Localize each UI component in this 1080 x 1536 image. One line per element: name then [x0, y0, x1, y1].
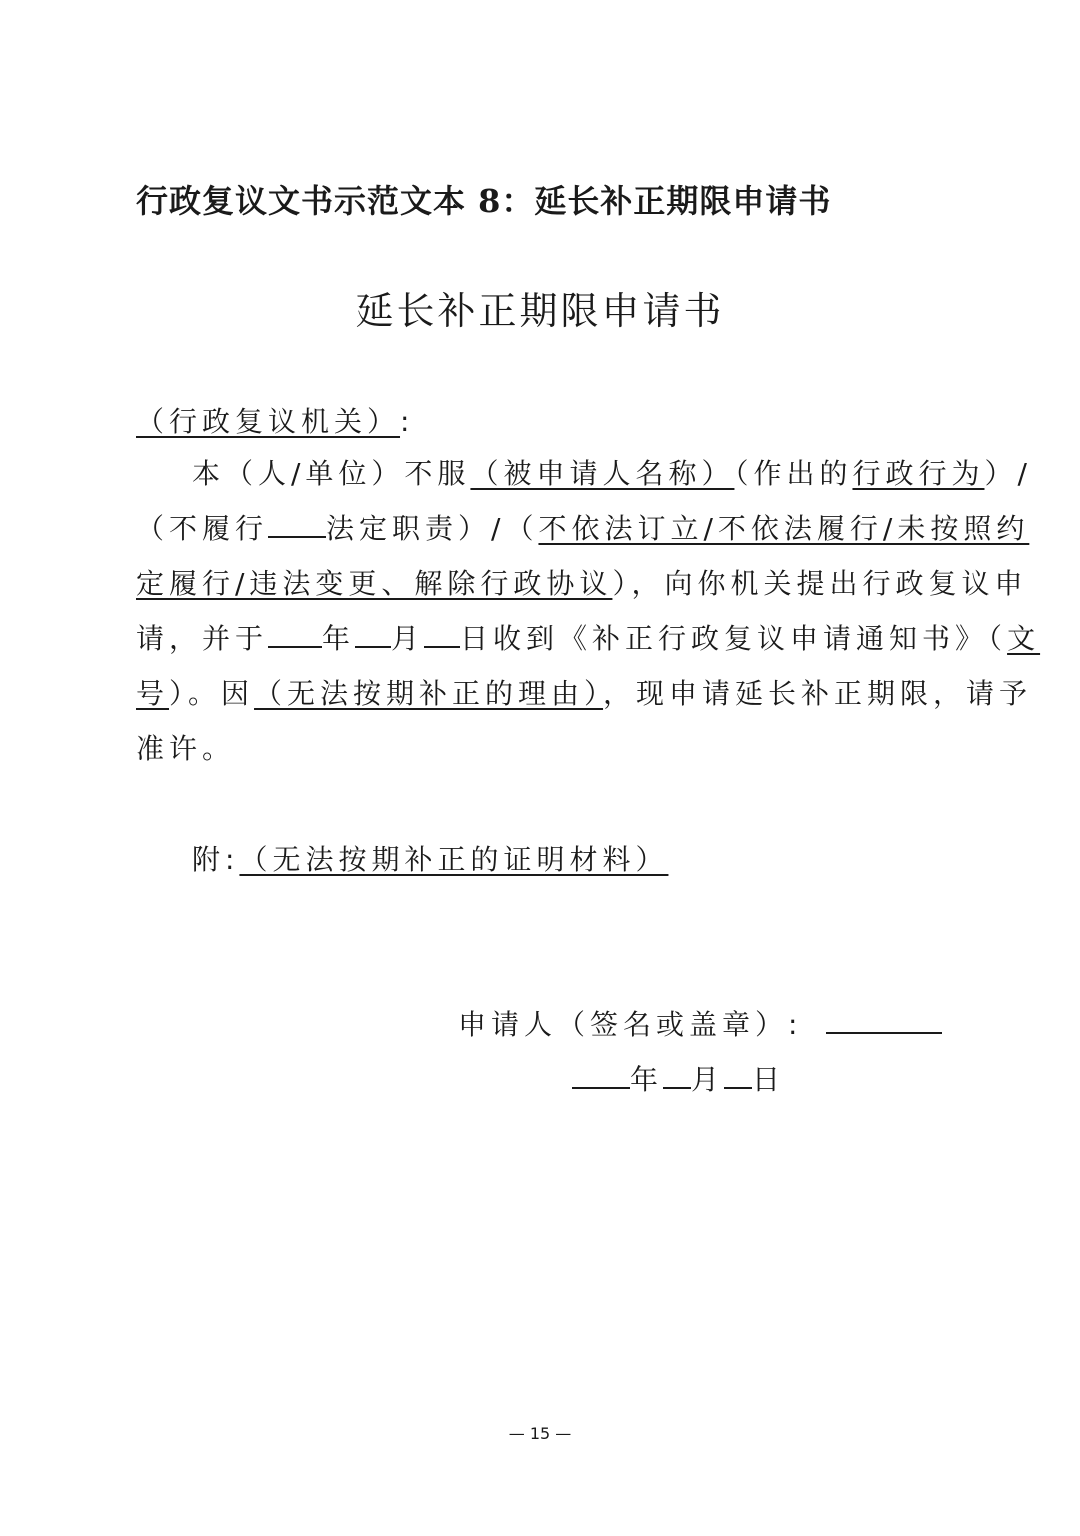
application-paragraph	[136, 446, 1041, 776]
document-heading: 行政复议文书示范文本 8：延长补正期限申请书	[136, 182, 832, 220]
signature-blank	[826, 1008, 942, 1034]
attachment-line	[192, 838, 668, 878]
paragraph-line-5: 号）。因（无法按期补正的理由），现申请延长补正期限，请予	[136, 677, 1033, 710]
page-number: — 15 —	[508, 1424, 572, 1443]
paragraph-line-4: 请，并于 年 月 日收到《补正行政复议申请通知书》（文	[136, 622, 1041, 655]
paragraph-line-6: 准许。	[136, 732, 236, 765]
delay-reason-placeholder: （无法按期补正的理由）	[254, 677, 604, 710]
received-day-blank	[424, 622, 460, 648]
date-line: 年 月 日	[572, 1058, 785, 1098]
addressee-placeholder: （行政复议机关）	[136, 405, 401, 438]
signature-label: 申请人（签名或盖章）:	[458, 1008, 803, 1041]
doc-number-placeholder-cont: 号	[136, 677, 170, 710]
attachment-label: 附:	[192, 843, 240, 876]
document-title: 延长补正期限申请书	[355, 289, 725, 333]
duty-blank	[268, 512, 326, 538]
administrative-act-placeholder: 行政行为	[852, 457, 985, 490]
signature-line	[458, 1003, 942, 1043]
date-year-blank	[572, 1063, 630, 1089]
addressee-colon: :	[400, 405, 415, 438]
date-day-blank	[724, 1063, 752, 1089]
paragraph-line-3: 定履行/违法变更、解除行政协议），向你机关提出行政复议申	[136, 567, 1028, 600]
paragraph-line-2: （不履行 法定职责）/（不依法订立/不依法履行/未按照约	[136, 512, 1030, 545]
agreement-options-placeholder-cont: 定履行/违法变更、解除行政协议	[136, 567, 613, 600]
addressee-line	[136, 400, 414, 440]
agreement-options-placeholder: 不依法订立/不依法履行/未按照约	[538, 512, 1030, 545]
received-month-blank	[355, 622, 391, 648]
attachment-placeholder: （无法按期补正的证明材料）	[239, 843, 669, 876]
paragraph-line-1: 本（人/单位）不服（被申请人名称）（作出的行政行为）/	[192, 457, 1032, 490]
date-month-blank	[663, 1063, 691, 1089]
respondent-name-placeholder: （被申请人名称）	[470, 457, 735, 490]
received-year-blank	[268, 622, 322, 648]
doc-number-placeholder: 文	[1007, 622, 1041, 655]
